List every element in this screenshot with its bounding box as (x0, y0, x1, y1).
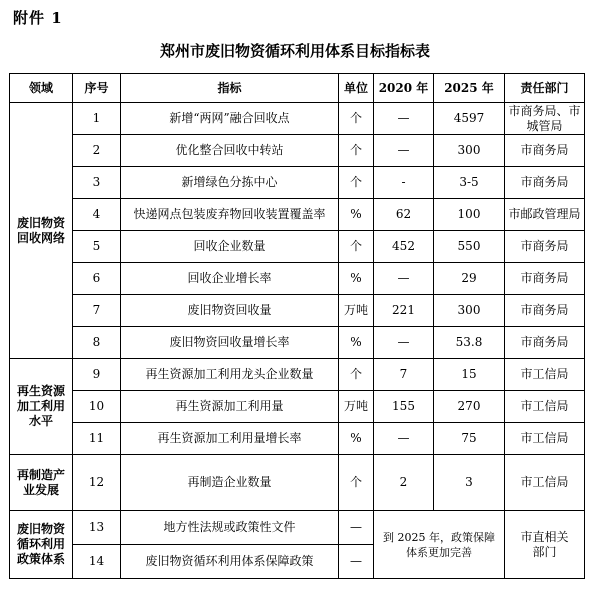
value-2025-cell: 4597 (434, 103, 505, 135)
dept-cell: 市商务局 (505, 135, 585, 167)
table-row (10, 359, 585, 391)
value-2025-cell: 100 (434, 199, 505, 231)
seq-cell: 12 (73, 455, 121, 511)
header-seq: 序号 (73, 74, 121, 103)
table-row (10, 231, 585, 263)
domain-cell-recycling-network: 废旧物资回收网络 (10, 103, 73, 359)
seq-cell: 9 (73, 359, 121, 391)
value-2020-cell: — (374, 263, 434, 295)
attachment-label: 附件 1 (13, 9, 63, 27)
policy-target-note: 到 2025 年，政策保障体系更加完善 (374, 511, 505, 579)
indicator-cell: 地方性法规或政策性文件 (121, 511, 339, 545)
seq-cell: 6 (73, 263, 121, 295)
indicator-cell: 废旧物资回收量 (121, 295, 339, 327)
indicator-cell: 废旧物资回收量增长率 (121, 327, 339, 359)
unit-cell: % (339, 263, 374, 295)
seq-cell: 5 (73, 231, 121, 263)
indicator-cell: 再生资源加工利用量 (121, 391, 339, 423)
seq-cell: 4 (73, 199, 121, 231)
unit-cell: 个 (339, 359, 374, 391)
unit-cell: — (339, 511, 374, 545)
value-2025-cell: 53.8 (434, 327, 505, 359)
value-2020-cell: 452 (374, 231, 434, 263)
dept-cell: 市商务局、市城管局 (505, 103, 585, 135)
value-2020-cell: 155 (374, 391, 434, 423)
dept-cell: 市商务局 (505, 327, 585, 359)
value-2025-cell: 3 (434, 455, 505, 511)
indicator-cell: 快递网点包装废弃物回收装置覆盖率 (121, 199, 339, 231)
seq-cell: 10 (73, 391, 121, 423)
indicator-cell: 回收企业数量 (121, 231, 339, 263)
value-2025-cell: 550 (434, 231, 505, 263)
value-2025-cell: 15 (434, 359, 505, 391)
dept-cell: 市工信局 (505, 455, 585, 511)
dept-cell: 市工信局 (505, 423, 585, 455)
document-title: 郑州市废旧物资循环利用体系目标指标表 (159, 42, 430, 60)
table-row (10, 103, 585, 135)
table-row (10, 167, 585, 199)
indicator-cell: 再生资源加工利用量增长率 (121, 423, 339, 455)
header-indicator: 指标 (121, 74, 339, 103)
unit-cell: 个 (339, 167, 374, 199)
value-2020-cell: 62 (374, 199, 434, 231)
domain-cell-remanufacturing: 再制造产业发展 (10, 455, 73, 511)
domain-cell-policy-system: 废旧物资循环利用政策体系 (10, 511, 73, 579)
table-row (10, 391, 585, 423)
dept-cell: 市商务局 (505, 231, 585, 263)
indicator-cell: 再制造企业数量 (121, 455, 339, 511)
indicator-cell: 废旧物资循环利用体系保障政策 (121, 545, 339, 579)
header-2025: 2025 年 (434, 74, 505, 103)
value-2025-cell: 75 (434, 423, 505, 455)
indicator-cell: 新增绿色分拣中心 (121, 167, 339, 199)
unit-cell: % (339, 199, 374, 231)
value-2025-cell: 270 (434, 391, 505, 423)
indicator-cell: 再生资源加工利用龙头企业数量 (121, 359, 339, 391)
seq-cell: 2 (73, 135, 121, 167)
dept-cell: 市邮政管理局 (505, 199, 585, 231)
policy-dept-cell: 市直相关部门 (505, 511, 585, 579)
header-unit: 单位 (339, 74, 374, 103)
seq-cell: 8 (73, 327, 121, 359)
dept-cell: 市商务局 (505, 167, 585, 199)
value-2025-cell: 29 (434, 263, 505, 295)
table-row (10, 135, 585, 167)
seq-cell: 14 (73, 545, 121, 579)
value-2025-cell: 300 (434, 135, 505, 167)
value-2020-cell: — (374, 135, 434, 167)
table-row (10, 295, 585, 327)
seq-cell: 1 (73, 103, 121, 135)
unit-cell: % (339, 327, 374, 359)
dept-cell: 市工信局 (505, 391, 585, 423)
header-domain: 领域 (10, 74, 73, 103)
table-row (10, 423, 585, 455)
indicator-cell: 优化整合回收中转站 (121, 135, 339, 167)
value-2020-cell: 2 (374, 455, 434, 511)
dept-cell: 市工信局 (505, 359, 585, 391)
unit-cell: 个 (339, 455, 374, 511)
unit-cell: % (339, 423, 374, 455)
header-2020: 2020 年 (374, 74, 434, 103)
value-2020-cell: - (374, 167, 434, 199)
table-row (10, 511, 585, 545)
seq-cell: 11 (73, 423, 121, 455)
dept-cell: 市商务局 (505, 295, 585, 327)
header-row (10, 74, 585, 103)
unit-cell: 个 (339, 103, 374, 135)
table-row (10, 263, 585, 295)
header-dept: 责任部门 (505, 74, 585, 103)
value-2020-cell: — (374, 103, 434, 135)
dept-cell: 市商务局 (505, 263, 585, 295)
seq-cell: 13 (73, 511, 121, 545)
table-row (10, 199, 585, 231)
unit-cell: 万吨 (339, 295, 374, 327)
unit-cell: 个 (339, 231, 374, 263)
value-2020-cell: 7 (374, 359, 434, 391)
seq-cell: 3 (73, 167, 121, 199)
table-row (10, 455, 585, 511)
unit-cell: 个 (339, 135, 374, 167)
value-2020-cell: — (374, 423, 434, 455)
unit-cell: — (339, 545, 374, 579)
unit-cell: 万吨 (339, 391, 374, 423)
value-2020-cell: 221 (374, 295, 434, 327)
domain-cell-processing-level: 再生资源加工利用水平 (10, 359, 73, 455)
value-2025-cell: 300 (434, 295, 505, 327)
value-2020-cell: — (374, 327, 434, 359)
indicator-cell: 回收企业增长率 (121, 263, 339, 295)
seq-cell: 7 (73, 295, 121, 327)
value-2025-cell: 3-5 (434, 167, 505, 199)
indicator-table (9, 73, 585, 579)
table-row (10, 327, 585, 359)
indicator-cell: 新增“两网”融合回收点 (121, 103, 339, 135)
